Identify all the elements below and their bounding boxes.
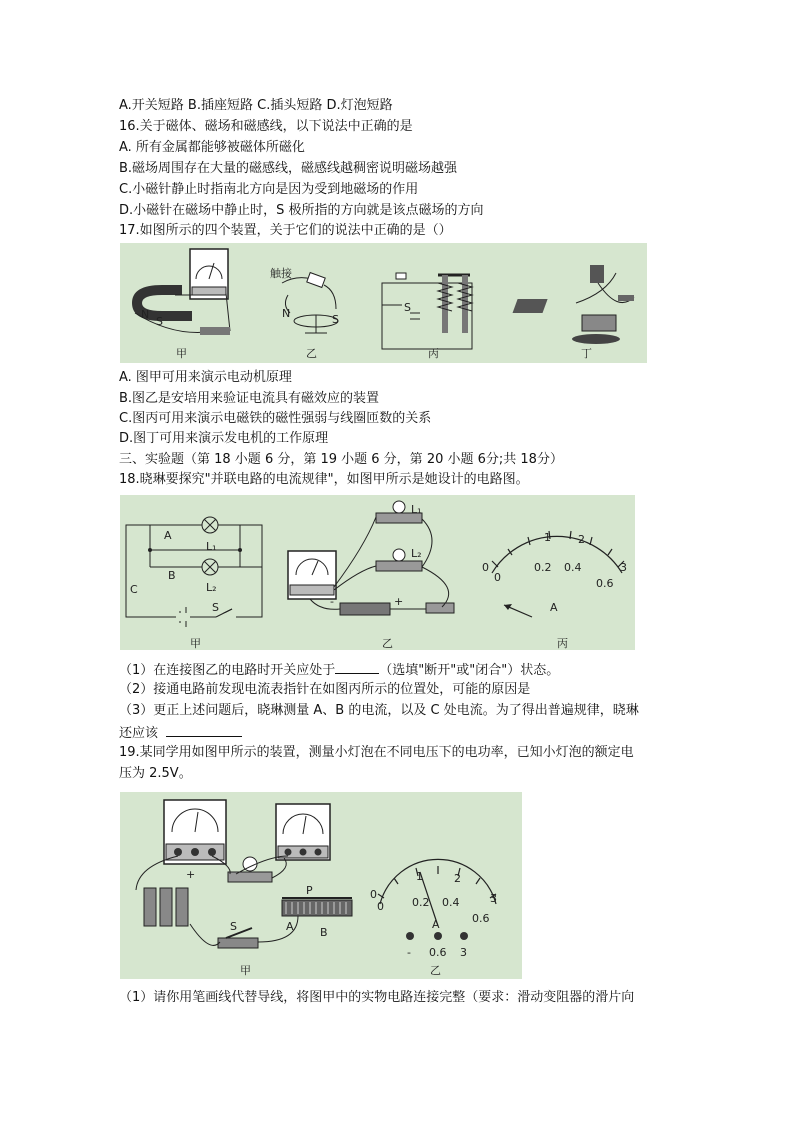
q18-scale-1: 1 xyxy=(544,531,551,544)
q18-caption-yi: 乙 xyxy=(382,637,393,650)
q18-part-3-blank[interactable] xyxy=(166,722,242,737)
q18-figure-drawing xyxy=(120,495,635,650)
q18-part-1 xyxy=(119,659,559,681)
section-3-heading: 三、实验题（第 18 小题 6 分，第 19 小题 6 分，第 20 小题 6分;共 18分） xyxy=(119,452,563,467)
q17-label-n: N xyxy=(141,308,150,321)
q18-scale-2: 2 xyxy=(578,533,585,546)
q18-scale-0: 0 xyxy=(494,571,501,584)
q19-stem-a: 19.某同学用如图甲所示的装置，测量小灯泡在不同电压下的电功率，已知小灯泡的额定电 xyxy=(119,745,634,760)
q17-option-a: A. 图甲可用来演示电动机原理 xyxy=(119,370,292,385)
q18-label-plus: + xyxy=(394,595,404,608)
q19-figure xyxy=(120,792,522,979)
q19-scale-0: 0 xyxy=(377,900,384,913)
q19-scale-0-2: 0.2 xyxy=(412,896,430,909)
q18-label-c: C xyxy=(130,583,138,596)
q17-stem: 17.如图所示的四个装置，关于它们的说法中正确的是（） xyxy=(119,223,452,238)
q16-option-d: D.小磁针在磁场中静止时，S 极所指的方向就是该点磁场的方向 xyxy=(119,203,484,218)
q18-label-l2: L₂ xyxy=(206,581,217,594)
q17-label-touch: 触接 xyxy=(270,267,292,280)
q18-label-l1: L₁ xyxy=(206,540,217,553)
q19-terminal-3: 3 xyxy=(460,946,467,959)
q19-caption-yi: 乙 xyxy=(430,964,441,977)
q16-option-c: C.小磁针静止时指南北方向是因为受到地磁场的作用 xyxy=(119,182,419,197)
q18-part-3b xyxy=(119,722,242,744)
q19-scale-0-6: 0.6 xyxy=(472,912,490,925)
q18-part-1-blank[interactable] xyxy=(335,659,379,674)
q18-scale-0-2: 0.2 xyxy=(534,561,552,574)
q19-part-1: （1）请你用笔画线代替导线，将图甲中的实物电路连接完整（要求：滑动变阻器的滑片向 xyxy=(119,990,635,1005)
q19-label-p: P xyxy=(306,884,313,897)
q19-label-b: B xyxy=(320,926,328,939)
q17-caption-jia: 甲 xyxy=(176,347,187,360)
q15-options: A.开关短路 B.插座短路 C.插头短路 D.灯泡短路 xyxy=(119,98,393,113)
q18-scale-0-4: 0.4 xyxy=(564,561,582,574)
q18-part-1-post: （选填"断开"或"闭合"）状态。 xyxy=(379,663,560,678)
q18-caption-bing: 丙 xyxy=(557,637,568,650)
q18-scale-0-6: 0.6 xyxy=(596,577,614,590)
q16-option-b: B.磁场周围存在大量的磁感线，磁感线越稠密说明磁场越强 xyxy=(119,161,458,176)
q19-scale-1: 1 xyxy=(416,870,423,883)
q17-label-switch: S xyxy=(404,301,411,314)
q17-caption-yi: 乙 xyxy=(306,347,317,360)
q17-figure xyxy=(120,243,647,363)
q19-terminal-0-6: 0.6 xyxy=(429,946,447,959)
q19-label-a: A xyxy=(286,920,294,933)
q19-scale-0-4: 0.4 xyxy=(442,896,460,909)
q19-label-s: S xyxy=(230,920,237,933)
q17-option-b: B.图乙是安培用来验证电流具有磁效应的装置 xyxy=(119,391,380,406)
q19-label-unit: A xyxy=(432,918,440,931)
q17-option-c: C.图丙可用来演示电磁铁的磁性强弱与线圈匝数的关系 xyxy=(119,411,432,426)
q19-caption-jia: 甲 xyxy=(240,964,251,977)
q19-scale-3: 3 xyxy=(490,892,497,905)
q18-part-2: （2）接通电路前发现电流表指针在如图丙所示的位置处，可能的原因是 xyxy=(119,682,531,697)
q16-stem: 16.关于磁体、磁场和磁感线，以下说法中正确的是 xyxy=(119,119,413,134)
q18-part-3a: （3）更正上述问题后，晓琳测量 A、B 的电流，以及 C 处电流。为了得出普遍规律，晓琳 xyxy=(119,703,639,718)
q18-figure xyxy=(120,495,635,650)
q19-label-plus: + xyxy=(186,868,196,881)
q18-part-1-pre: （1）在连接图乙的电路时开关应处于 xyxy=(119,663,336,678)
q17-label-s2: S xyxy=(332,313,339,326)
q18-label-minus: - xyxy=(330,595,334,608)
q18-scale-big-0: 0 xyxy=(482,561,489,574)
q19-scale-2: 2 xyxy=(454,872,461,885)
q19-terminal-minus: - xyxy=(407,946,411,959)
q18-label-l2b: L₂ xyxy=(411,547,422,560)
q16-option-a: A. 所有金属都能够被磁体所磁化 xyxy=(119,140,305,155)
q18-label-ammeter-a: A xyxy=(550,601,558,614)
q18-part-3b-text: 还应该 xyxy=(119,726,159,741)
q18-caption-jia: 甲 xyxy=(190,637,201,650)
q19-scale-big-0: 0 xyxy=(370,888,377,901)
q18-label-a: A xyxy=(164,529,172,542)
q17-caption-ding: 丁 xyxy=(581,347,592,360)
q18-label-l1b: L₁ xyxy=(411,503,422,516)
q18-scale-3: 3 xyxy=(620,561,627,574)
q17-label-s: S xyxy=(156,315,163,328)
q19-stem-b: 压为 2.5V。 xyxy=(119,766,192,781)
q17-label-n2: N xyxy=(282,307,291,320)
q18-stem: 18.晓琳要探究"并联电路的电流规律"，如图甲所示是她设计的电路图。 xyxy=(119,472,529,487)
q18-label-s: S xyxy=(212,601,219,614)
q17-option-d: D.图丁可用来演示发电机的工作原理 xyxy=(119,431,329,446)
q18-label-b: B xyxy=(168,569,176,582)
q17-caption-bing: 丙 xyxy=(428,347,439,360)
q17-figure-drawing xyxy=(120,243,647,363)
